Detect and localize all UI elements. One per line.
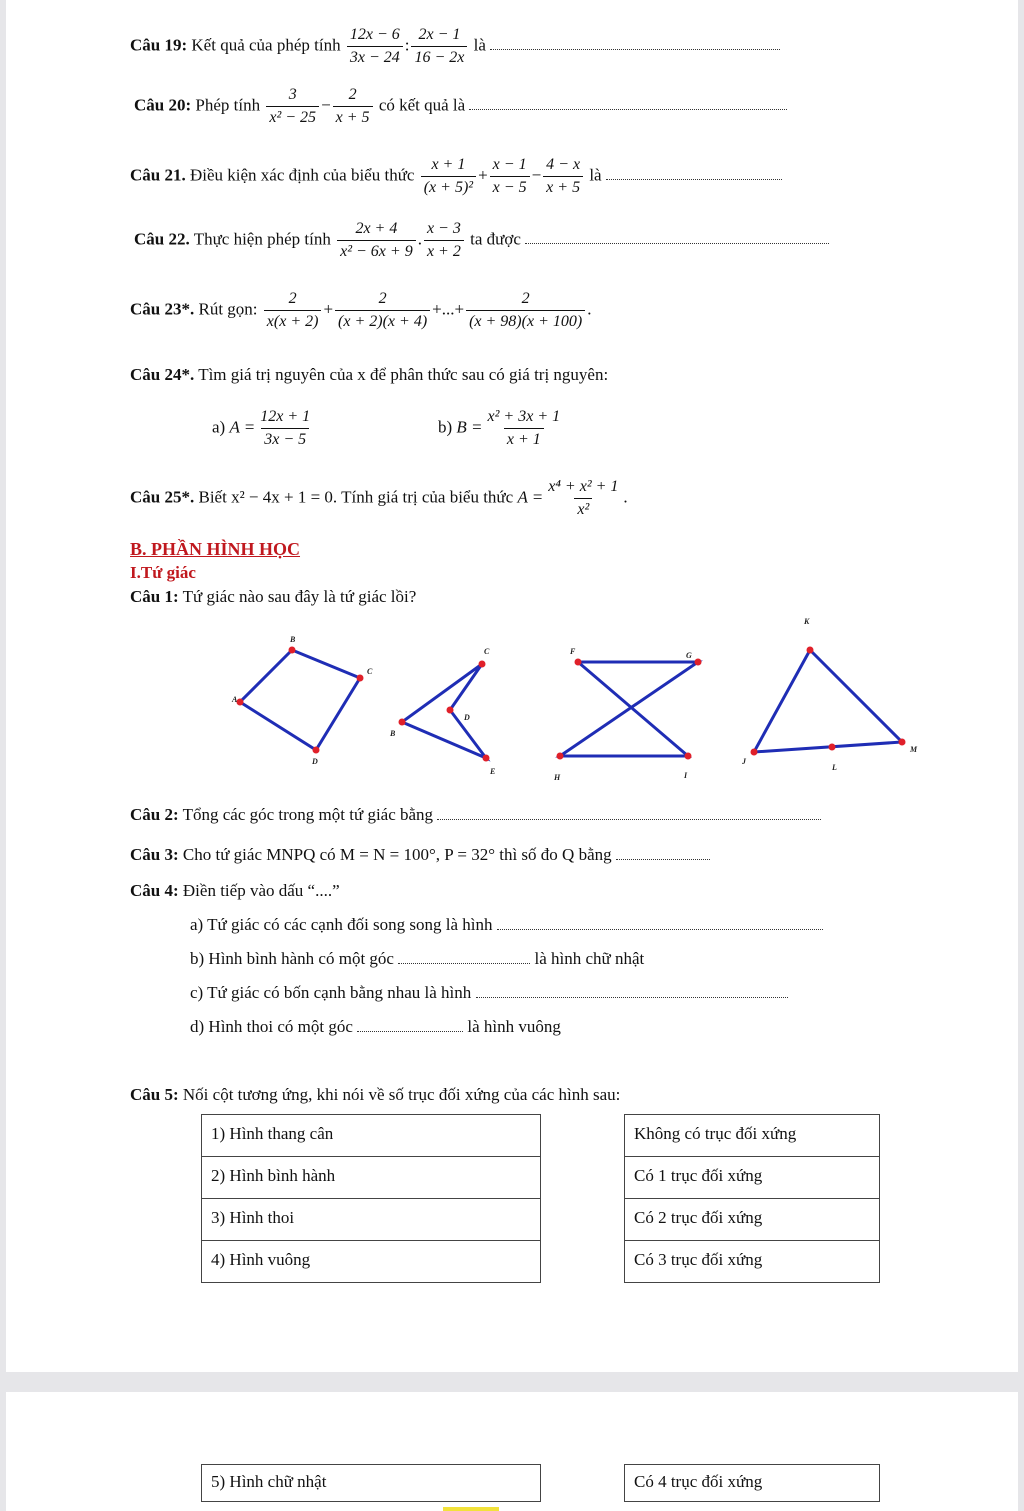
figure-2-concave-quadrilateral <box>402 664 486 758</box>
symmetry-column <box>624 1114 880 1283</box>
label-M: M <box>910 745 918 754</box>
page-sheet-2 <box>6 1392 1018 1511</box>
answer-blank[interactable] <box>437 807 821 820</box>
shape-item[interactable]: 5) Hình chữ nhật <box>202 1465 541 1502</box>
figure-4-degenerate-quadrilateral <box>754 650 902 752</box>
question-24a: a) A = $\frac{12x + 1}{3x - 5}$ <box>212 408 311 448</box>
shapes-column <box>201 1114 541 1283</box>
shape-item[interactable]: 3) Hình thoi <box>202 1199 541 1241</box>
label-K: K <box>804 617 810 626</box>
shape-item[interactable]: 4) Hình vuông <box>202 1241 541 1283</box>
geometry-question-4: Câu 4: Điền tiếp vào dấu “....” <box>130 881 340 900</box>
question-4b: b) Hình bình hành có một góc là hình chữ nhật <box>190 949 645 968</box>
question-22: Câu 22. Thực hiện phép tính $\frac{2x + 4}{\text{x² − 6x + 9}}$ . $\frac{x - 3}{x + 2}$ ta được <box>134 220 829 261</box>
symmetry-item[interactable]: Có 1 trục đối xứng <box>625 1157 880 1199</box>
question-24b: b) B = $\frac{\text{x² + 3x + 1}}{x + 1}$ <box>438 408 561 448</box>
question-4d: d) Hình thoi có một góc là hình vuông <box>190 1017 561 1036</box>
label-E: E <box>490 767 496 776</box>
symmetry-item[interactable]: Có 4 trục đối xứng <box>625 1465 880 1502</box>
label-D: D <box>312 757 318 766</box>
answer-blank[interactable] <box>616 847 710 860</box>
question-25: Câu 25*. Biết x² − 4x + 1 = 0. Tính giá trị của biểu thức A = $\frac{\text{x⁴ + x² + 1}}{\text{x²}}$ . <box>130 478 628 518</box>
answer-blank[interactable] <box>357 1019 463 1032</box>
answer-blank[interactable] <box>606 167 782 180</box>
question-24: Câu 24*. Tìm giá trị nguyên của x để phân thức sau có giá trị nguyên: <box>130 365 609 384</box>
label-D: D <box>464 713 470 722</box>
symmetry-item[interactable]: Có 3 trục đối xứng <box>625 1241 880 1283</box>
section-title: B. PHẦN HÌNH HỌC <box>130 539 301 559</box>
geometry-question-1: Câu 1: Tứ giác nào sau đây là tứ giác lồi? <box>130 587 417 606</box>
question-19: Câu 19: Kết quả của phép tính $\frac{12x - 6}{3x - 24}$ : $\frac{2x - 1}{16 - 2x}$ là <box>130 26 780 67</box>
question-23: Câu 23*. Rút gọn: $\frac{2}{x(x + 2)}$ + $\frac{2}{(x + 2)(x + 4)}$ +...+ $\frac{2}{(x + 98)(x + 100)}$ . <box>130 290 592 330</box>
symmetry-item[interactable]: Không có trục đối xứng <box>625 1115 880 1157</box>
answer-blank[interactable] <box>525 231 829 244</box>
label-J: J <box>742 757 746 766</box>
label-B: B <box>290 635 296 644</box>
question-4c: c) Tứ giác có bốn cạnh bằng nhau là hình <box>190 982 788 1004</box>
label-B: B <box>390 729 396 738</box>
geometry-question-5: Câu 5: Nối cột tương ứng, khi nói về số trục đối xứng của các hình sau: <box>130 1085 621 1104</box>
question-20: Câu 20: Phép tính $\frac{3}{\text{x² − 25}}$ − $\frac{2}{x + 5}$ có kết quả là <box>134 86 787 127</box>
page-sheet-1 <box>6 0 1018 1372</box>
label-H: H <box>554 773 561 782</box>
answer-blank[interactable] <box>476 985 788 998</box>
symmetry-column-continued <box>624 1464 880 1502</box>
shape-item[interactable]: 1) Hình thang cân <box>202 1115 541 1157</box>
figure-3-crossed-quadrilateral <box>560 662 698 756</box>
answer-blank[interactable] <box>497 917 823 930</box>
question-4a: a) Tứ giác có các cạnh đối song song là hình <box>190 914 823 936</box>
geometry-question-2: Câu 2: Tổng các góc trong một tứ giác bằng <box>130 804 821 826</box>
label-F: F <box>570 647 576 656</box>
label-C: C <box>367 667 373 676</box>
geometry-question-3: Câu 3: Cho tứ giác MNPQ có M = N = 100°, P = 32° thì số đo Q bằng <box>130 844 710 866</box>
quadrilateral-figures <box>6 610 1018 790</box>
symmetry-item[interactable]: Có 2 trục đối xứng <box>625 1199 880 1241</box>
label-G: G <box>686 651 692 660</box>
shape-item[interactable]: 2) Hình bình hành <box>202 1157 541 1199</box>
subsection-title: I.Tứ giác <box>130 563 196 582</box>
answer-blank[interactable] <box>490 37 780 50</box>
label-L: L <box>832 763 837 772</box>
label-A: A <box>232 695 238 704</box>
highlight-mark <box>443 1507 499 1511</box>
answer-blank[interactable] <box>398 951 530 964</box>
figure-1-convex-quadrilateral <box>240 650 360 750</box>
question-21: Câu 21. Điều kiện xác định của biểu thức $\frac{x + 1}{\text{(x + 5)²}}$ + $\frac{x - 1}{x - 5}$ − $\frac{4 - x}{x + 5}$ là <box>130 156 782 197</box>
label-C: C <box>484 647 490 656</box>
answer-blank[interactable] <box>469 97 787 110</box>
label-I: I <box>684 771 688 780</box>
shapes-column-continued <box>201 1464 541 1502</box>
